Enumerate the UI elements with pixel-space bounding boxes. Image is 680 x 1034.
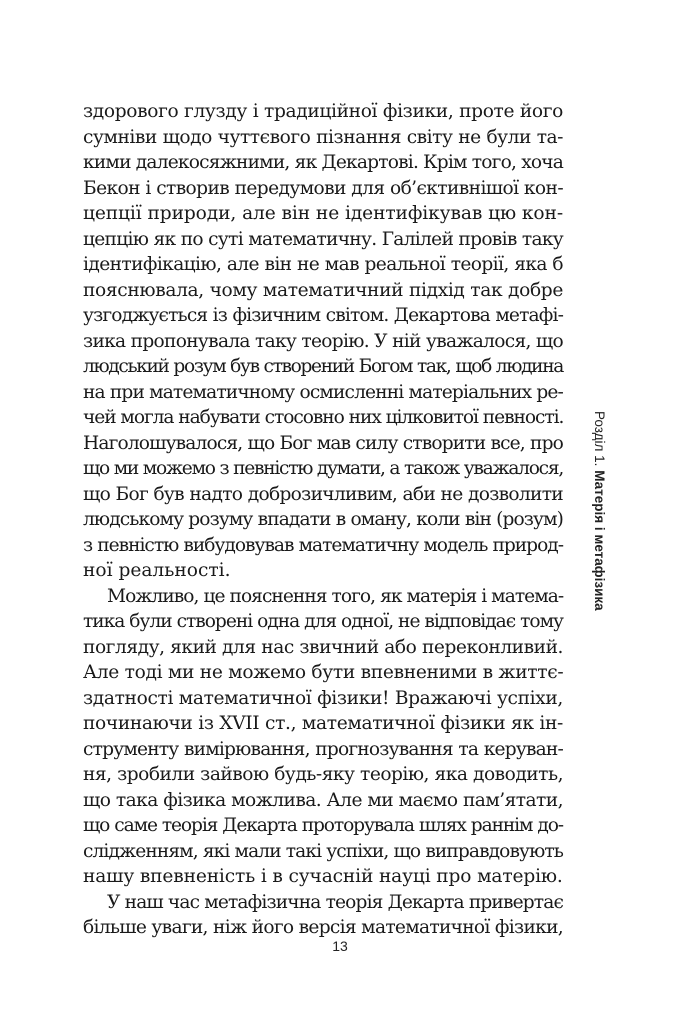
text-line: людському розуму впадати в оману, коли він (розум) xyxy=(83,509,563,530)
page-body xyxy=(83,99,563,941)
text-line: тика були створені одна для одної, не відповідає тому xyxy=(83,611,563,632)
text-line: цепції природи, але він не ідентифікував цю кон- xyxy=(83,203,563,224)
text-line: починаючи із XVII ст., математичної фізики як ін- xyxy=(83,713,563,734)
text-line: зика пропонувала таку теорію. У ній уважалося, що xyxy=(83,330,563,352)
text-line: на при математичному осмисленні матеріальних ре- xyxy=(83,381,563,403)
text-line: слідженням, які мали такі успіхи, що виправдовують xyxy=(83,840,563,862)
text-line: Можливо, це пояснення того, як матерія і матема- xyxy=(107,585,564,607)
paragraph-1 xyxy=(83,99,563,584)
text-line: Бекон і створив передумови для об’єктивнішої кон- xyxy=(83,177,563,199)
running-head xyxy=(591,411,607,611)
text-line: чей могла набувати стосовно них цілковитої певності. xyxy=(83,407,564,428)
text-line: погляду, який для нас звичний або переконливий. xyxy=(83,636,563,658)
text-line: людський розум був створений Богом так, щоб людина xyxy=(83,356,563,377)
text-line: У наш час метафізична теорія Декарта привертає xyxy=(107,891,564,913)
text-line: що саме теорія Декарта проторувала шлях раннім до- xyxy=(83,815,563,836)
paragraph-3 xyxy=(83,890,563,941)
chapter-label: Розділ 1. xyxy=(592,411,607,467)
page-number: 13 xyxy=(332,938,348,954)
text-line: ня, зробили зайвою будь-яку теорію, яка доводить, xyxy=(83,764,563,785)
text-line: що Бог був надто доброзичливим, аби не дозволити xyxy=(83,483,563,505)
text-line: нашу впевненість і в сучасній науці про матерію. xyxy=(83,866,563,887)
text-line: Наголошувалося, що Бог мав силу створити все, про xyxy=(83,432,563,454)
text-line: цепцію як по суті математичну. Галілей провів таку xyxy=(83,228,563,250)
text-line: з певністю вибудовував математичну модель природ- xyxy=(83,534,563,556)
paragraph-2 xyxy=(83,584,563,890)
text-line: Але тоді ми не можемо бути впевненими в життє- xyxy=(83,662,564,683)
text-line: більше уваги, ніж його версія математичної фізики, xyxy=(83,917,563,938)
text-line: здатності математичної фізики! Вражаючі успіхи, xyxy=(83,687,563,709)
text-line: кими далекосяжними, як Декартові. Крім того, хоча xyxy=(83,152,564,173)
text-line: пояснювала, чому математичний підхід так добре xyxy=(83,279,563,301)
text-line: узгоджується із фізичним світом. Декартова метафі- xyxy=(83,305,563,326)
text-line: сумніви щодо чуттєвого пізнання світу не були та- xyxy=(83,126,563,148)
chapter-title: Матерія і метафізика xyxy=(592,470,607,611)
text-line: що ми можемо з певністю думати, а також уважалося, xyxy=(83,458,563,479)
text-line: що така фізика можлива. Але ми маємо пам’ятати, xyxy=(83,789,563,811)
text-line: ної реальності. xyxy=(83,560,231,581)
text-line: струменту вимірювання, прогнозування та керуван- xyxy=(83,738,563,760)
text-line: ідентифікацію, але він не мав реальної теорії, яка б xyxy=(83,254,563,275)
text-line: здорового глузду і традиційної фізики, проте його xyxy=(83,101,563,122)
